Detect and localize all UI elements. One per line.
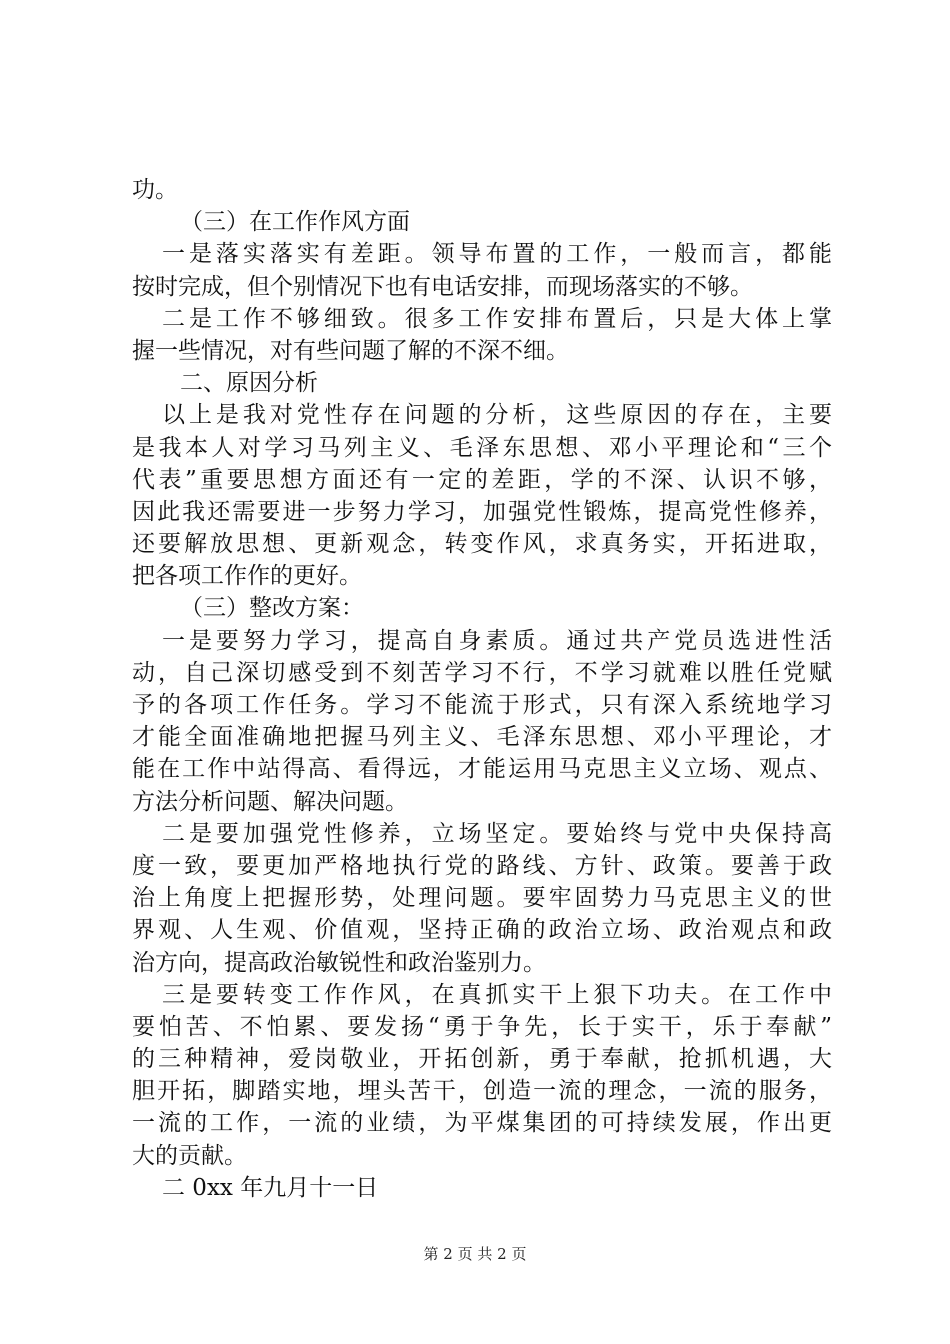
body-line: 予的各项工作任务。学习不能流于形式，只有深入系统地学习	[132, 692, 832, 718]
body-line: 三是要转变工作作风，在真抓实干上狠下功夫。在工作中	[162, 981, 832, 1008]
body-line: 功。	[132, 177, 178, 203]
body-line: 治方向，提高政治敏锐性和政治鉴别力。	[132, 949, 546, 976]
body-line: 治上角度上把握形势，处理问题。要牢固势力马克思主义的世	[132, 885, 832, 912]
body-line: 要怕苦、不怕累、要发扬“勇于争先，长于实干，乐于奉献”	[132, 1013, 832, 1040]
body-line: 以上是我对党性存在问题的分析，这些原因的存在，主要	[162, 402, 832, 429]
body-line: 一是要努力学习，提高自身素质。通过共产党员选进性活	[162, 627, 832, 654]
body-line: 能在工作中站得高、看得远，才能运用马克思主义立场、观点、	[132, 756, 832, 783]
body-line: （三）在工作作风方面	[180, 209, 410, 236]
body-line: 大的贡献。	[132, 1142, 247, 1169]
body-line: 动，自己深切感受到不刻苦学习不行，不学习就难以胜任党赋	[132, 659, 832, 686]
body-line: 还要解放思想、更新观念，转变作风，求真务实，开拓进取，	[132, 531, 832, 558]
body-line: 把各项工作作的更好。	[132, 563, 362, 590]
body-line: 二、原因分析	[180, 370, 318, 397]
page-footer: 第 2 页 共 2 页	[423, 1245, 527, 1263]
body-line: 因此我还需要进一步努力学习，加强党性锻炼，提高党性修养，	[132, 498, 832, 525]
body-line: 胆开拓，脚踏实地，埋头苦干，创造一流的理念，一流的服务，	[132, 1078, 832, 1105]
document-body	[132, 174, 832, 1204]
body-line: 一是落实落实有差距。领导布置的工作，一般而言，都能	[162, 241, 832, 268]
body-line: 一流的工作，一流的业绩，为平煤集团的可持续发展，作出更	[132, 1110, 832, 1137]
body-line: 方法分析问题、解决问题。	[132, 788, 408, 815]
body-line: 度一致，要更加严格地执行党的路线、方针、政策。要善于政	[132, 852, 832, 879]
body-line: 握一些情况，对有些问题了解的不深不细。	[132, 337, 569, 364]
body-line: 才能全面准确地把握马列主义、毛泽东思想、邓小平理论，才	[132, 724, 832, 751]
body-line: 二是工作不够细致。很多工作安排布置后，只是大体上掌	[162, 305, 832, 332]
body-line: 二是要加强党性修养，立场坚定。要始终与党中央保持高	[162, 820, 832, 847]
body-line: 二 0xx 年九月十一日	[162, 1174, 379, 1201]
body-line: 是我本人对学习马列主义、毛泽东思想、邓小平理论和“三个	[132, 434, 832, 461]
body-line: 按时完成，但个别情况下也有电话安排，而现场落实的不够。	[132, 273, 753, 300]
body-line: 界观、人生观、价值观，坚持正确的政治立场、政治观点和政	[132, 917, 832, 944]
body-line: （三）整改方案：	[180, 595, 364, 622]
body-line: 代表”重要思想方面还有一定的差距，学的不深、认识不够，	[132, 466, 832, 493]
body-line: 的三种精神，爱岗敬业，开拓创新，勇于奉献，抢抓机遇，大	[132, 1046, 832, 1073]
